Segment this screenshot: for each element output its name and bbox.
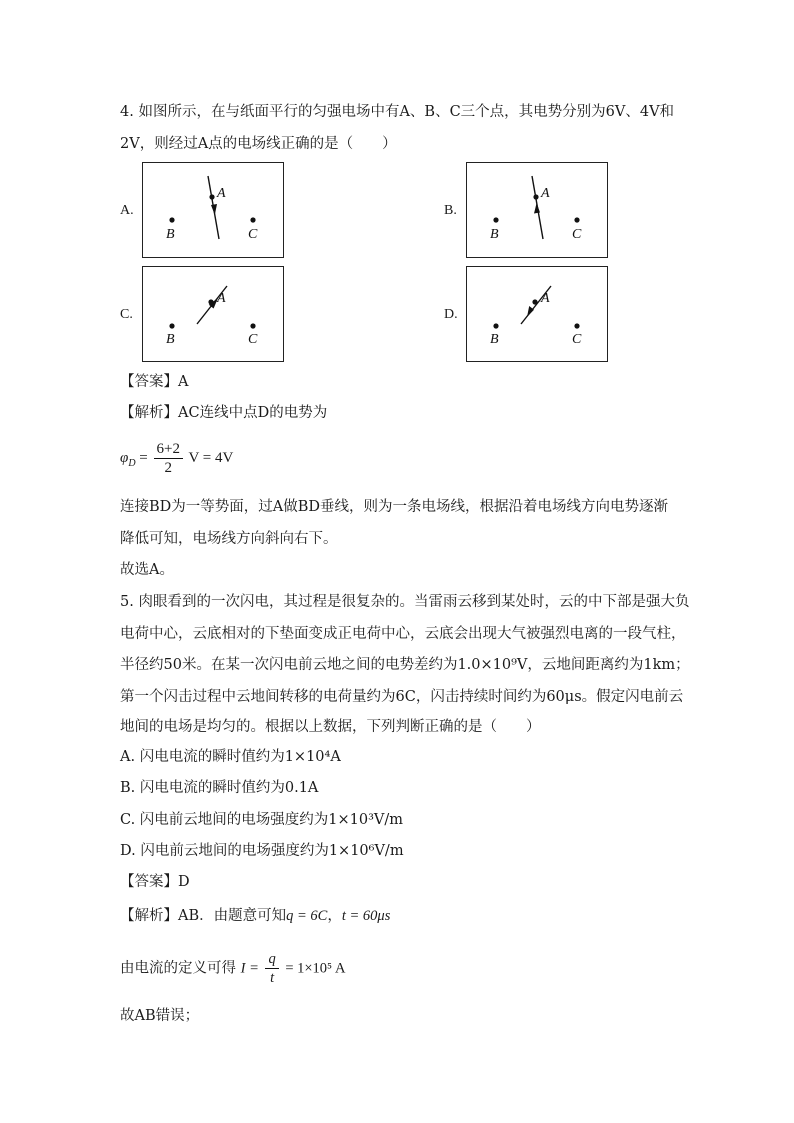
q5-stem-line-4: 第一个闪击过程中云地间转移的电荷量约为6C，闪击持续时间约为60μs。假定闪电前云 xyxy=(120,689,684,705)
point-c-dot xyxy=(250,217,255,222)
point-a-label: A xyxy=(217,291,226,306)
point-c-label: C xyxy=(572,227,582,242)
point-a-dot xyxy=(532,299,537,304)
figure-option-c xyxy=(142,266,284,362)
point-c-dot xyxy=(250,323,255,328)
point-a-dot xyxy=(533,194,538,199)
point-b-dot xyxy=(493,323,498,328)
q4-analysis-line-1: 连接BD为一等势面，过A做BD垂线，则为一条电场线，根据沿着电场线方向电势逐渐 xyxy=(120,499,669,515)
figure-option-d xyxy=(466,266,608,362)
point-a-label: A xyxy=(541,186,550,201)
q4-formula: $\varphi_D$ = $\frac{6+2}{2}$ V = 4V xyxy=(120,441,234,476)
q4-stem-line-2: 2V，则经过A点的电场线正确的是（ ） xyxy=(120,136,397,152)
q5-answer: 【答案】D xyxy=(120,874,190,890)
point-c-label: C xyxy=(572,332,582,347)
q5-stem-line-1: 5. 肉眼看到的一次闪电，其过程是很复杂的。当雷雨云移到某处时，云的中下部是强大负 xyxy=(120,594,690,610)
q4-analysis-line-2: 降低可知，电场线方向斜向右下。 xyxy=(120,531,338,547)
q5-option-c: C. 闪电前云地间的电场强度约为1×10³V/m xyxy=(120,812,404,828)
arrow-up-icon xyxy=(534,203,540,214)
q5-stem-line-3: 半径约50米。在某一次闪电前云地之间的电势差约为1.0×10⁹V，云地间距离约为1km； xyxy=(120,657,690,673)
point-b-dot xyxy=(493,217,498,222)
point-c-dot xyxy=(574,217,579,222)
point-b-dot xyxy=(169,323,174,328)
point-b-label: B xyxy=(490,332,499,347)
figure-option-a xyxy=(142,162,284,258)
arrow-down-left-icon xyxy=(527,306,534,317)
q5-analysis-given: 【解析】AB．由题意可知q = 6C，t = 60μs xyxy=(120,908,391,924)
point-b-label: B xyxy=(490,227,499,242)
q5-conclusion: 故AB错误； xyxy=(120,1008,200,1024)
q4-conclusion: 故选A。 xyxy=(120,562,174,578)
point-a-label: A xyxy=(217,186,226,201)
point-c-label: C xyxy=(248,332,258,347)
option-a-label: A. xyxy=(120,203,134,218)
q5-current-formula: 由电流的定义可得 I = $\frac{q}{t}$ = 1×10⁵ A xyxy=(120,951,346,986)
q4-answer: 【答案】A xyxy=(120,374,189,390)
point-b-label: B xyxy=(166,332,175,347)
point-a-dot xyxy=(208,299,213,304)
q5-stem-line-2: 电荷中心，云底相对的下垫面变成正电荷中心，云底会出现大气被强烈电离的一段气柱， xyxy=(120,626,686,642)
option-b-label: B. xyxy=(444,203,457,218)
point-a-label: A xyxy=(541,291,550,306)
figure-option-b xyxy=(466,162,608,258)
point-c-label: C xyxy=(248,227,258,242)
point-b-dot xyxy=(169,217,174,222)
option-d-label: D. xyxy=(444,307,458,322)
point-c-dot xyxy=(574,323,579,328)
point-a-dot xyxy=(209,194,214,199)
q5-option-d: D. 闪电前云地间的电场强度约为1×10⁶V/m xyxy=(120,843,404,859)
q4-analysis-intro: 【解析】AC连线中点D的电势为 xyxy=(120,405,328,421)
q5-option-a: A. 闪电电流的瞬时值约为1×10⁴A xyxy=(120,749,341,765)
q4-stem-line-1: 4. 如图所示，在与纸面平行的匀强电场中有A、B、C三个点，其电势分别为6V、4V和 xyxy=(120,104,675,120)
q5-stem-line-5: 地间的电场是均匀的。根据以上数据，下列判断正确的是（ ） xyxy=(120,719,541,735)
q5-option-b: B. 闪电电流的瞬时值约为0.1A xyxy=(120,780,319,796)
option-c-label: C. xyxy=(120,307,133,322)
point-b-label: B xyxy=(166,227,175,242)
